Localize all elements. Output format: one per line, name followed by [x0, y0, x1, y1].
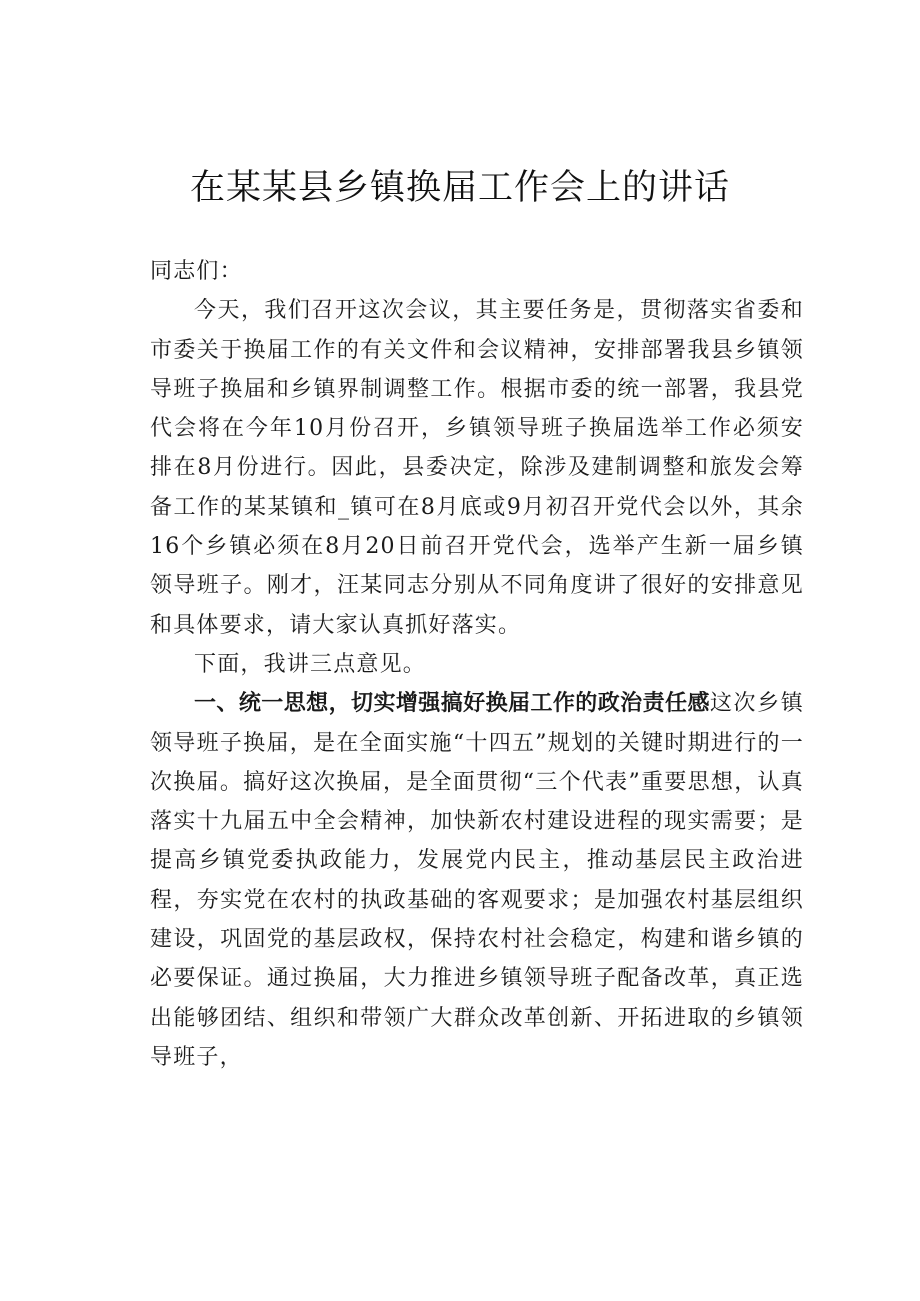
paragraph-transition: 下面，我讲三点意见。: [194, 651, 427, 677]
section-one-text: 这次乡镇领导班子换届，是在全面实施“十四五”规划的关键时期进行的一次换届。搞好这次换届，是全面贯彻“三个代表”重要思想，认真落实十九届五中全会精神，加快新农村建设进程的现实需要；是提高乡镇党委执政能力，发展党内民主，推动基层民主政治进程，夯实党在农村的执政基础的客观要求；是加强农村基层组织建设，巩固党的基层政权，保持农村社会稳定，构建和谐乡镇的必要保证。通过换届，大力推进乡镇领导班子配备改革，真正选出能够团结、组织和带领广大群众改革创新、开拓进取的乡镇领导班子，: [150, 691, 804, 1070]
paragraph-intro: 今天，我们召开这次会议，其主要任务是，贯彻落实省委和市委关于换届工作的有关文件和会议精神，安排部署我县乡镇领导班子换届和乡镇界制调整工作。根据市委的统一部署，我县党代会将在今年10月份召开，乡镇领导班子换届选举工作必须安排在8月份进行。因此，县委决定，除涉及建制调整和旅发会筹备工作的某某镇和_镇可在8月底或9月初召开党代会以外，其余16个乡镇必须在8月20日前召开党代会，选举产生新一届乡镇领导班子。刚才，汪某同志分别从不同角度讲了很好的安排意见和具体要求，请大家认真抓好落实。: [150, 298, 804, 638]
salutation: 同志们：: [150, 259, 243, 284]
section-one-paragraph: [150, 684, 804, 1077]
section-one-heading: 一、统一思想，切实增强搞好换届工作的政治责任感: [194, 691, 710, 717]
document-body: [150, 252, 804, 1077]
document-title: 在某某县乡镇换届工作会上的讲话: [189, 168, 730, 208]
